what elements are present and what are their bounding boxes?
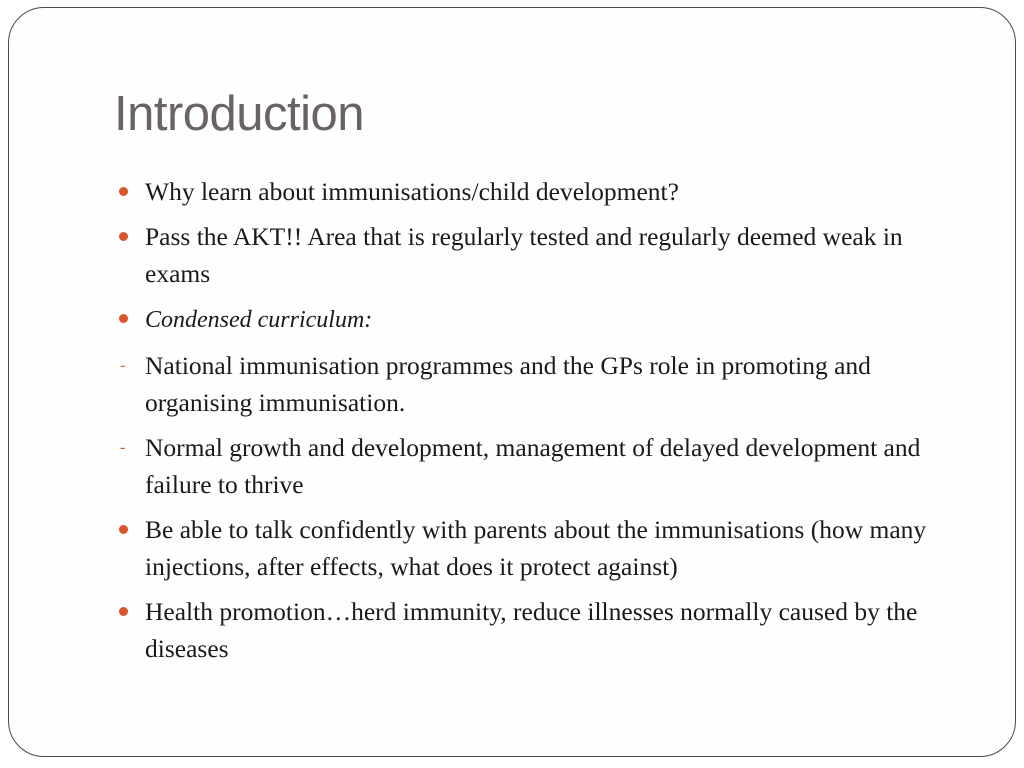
- list-item: [114, 511, 964, 585]
- slide-title: Introduction: [114, 87, 365, 141]
- list-item-text: Normal growth and development, management of delayed development and failure to thrive: [145, 433, 921, 499]
- slide-frame: [8, 7, 1016, 757]
- list-item-text: Be able to talk confidently with parents about the immunisations (how many injections, after effects, what does it protect against): [145, 515, 927, 581]
- list-item: [114, 300, 964, 339]
- list-item-text: Condensed curriculum:: [145, 307, 373, 333]
- list-item-text: National immunisation programmes and the GPs role in promoting and organising immunisation.: [145, 351, 871, 417]
- list-item: [114, 218, 964, 292]
- list-item: [114, 593, 964, 667]
- list-item: [114, 347, 964, 421]
- bullet-dot-icon: [119, 525, 128, 534]
- list-item: [114, 429, 964, 503]
- bullet-dash-icon: -: [120, 357, 126, 374]
- bullet-dot-icon: [119, 314, 128, 323]
- bullet-dash-icon: -: [120, 439, 126, 456]
- bullet-dot-icon: [119, 187, 128, 196]
- list-item: [114, 173, 964, 210]
- bullet-dot-icon: [119, 232, 128, 241]
- bullet-dot-icon: [119, 607, 128, 616]
- list-item-text: Health promotion…herd immunity, reduce illnesses normally caused by the diseases: [145, 597, 918, 663]
- bullet-list: [114, 173, 964, 675]
- list-item-text: Pass the AKT!! Area that is regularly tested and regularly deemed weak in exams: [145, 222, 903, 288]
- list-item-text: Why learn about immunisations/child development?: [145, 177, 679, 206]
